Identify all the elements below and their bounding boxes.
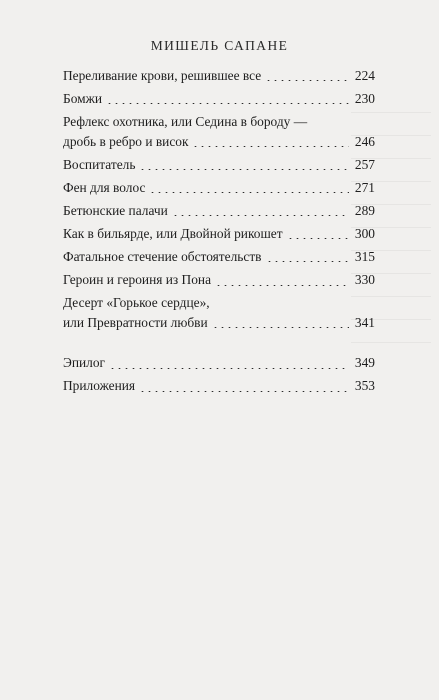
toc-title: Приложения bbox=[63, 378, 136, 394]
toc-title: Героин и героиня из Пона bbox=[63, 272, 212, 288]
toc-title-line1: Рефлекс охотника, или Седина в бороду — bbox=[63, 114, 308, 130]
toc-page-number: 300 bbox=[354, 226, 375, 242]
dot-leader bbox=[109, 368, 349, 369]
toc-entry bbox=[63, 112, 375, 151]
toc-page-number: 271 bbox=[354, 179, 375, 195]
toc-title: Как в бильярде, или Двойной рикошет bbox=[63, 226, 283, 242]
toc-page-number: 315 bbox=[354, 249, 375, 265]
toc-page-number: 353 bbox=[354, 378, 375, 394]
dot-leader bbox=[287, 238, 349, 239]
toc-entry bbox=[63, 66, 375, 86]
dot-leader bbox=[212, 327, 349, 328]
toc-page-number: 289 bbox=[354, 202, 375, 218]
dot-leader bbox=[172, 215, 349, 216]
toc-title: дробь в ребро и висок bbox=[63, 133, 189, 149]
toc-entry bbox=[63, 178, 375, 198]
dot-leader bbox=[139, 391, 349, 392]
toc-main-group bbox=[63, 66, 375, 332]
dot-leader bbox=[265, 80, 349, 81]
dot-leader bbox=[139, 169, 349, 170]
toc-title: Фен для волос bbox=[63, 179, 146, 195]
toc-title: Эпилог bbox=[63, 355, 106, 371]
toc-entry bbox=[63, 353, 375, 373]
toc-title: Фатальное стечение обстоятельств bbox=[63, 249, 262, 265]
toc-page-number: 330 bbox=[354, 272, 375, 288]
toc-page-number: 341 bbox=[354, 314, 375, 330]
toc-entry bbox=[63, 201, 375, 221]
toc-page-number: 257 bbox=[354, 156, 375, 172]
toc-back-matter-group bbox=[63, 353, 375, 396]
toc-title: или Превратности любви bbox=[63, 314, 208, 330]
toc-entry bbox=[63, 155, 375, 175]
running-head: МИШЕЛЬ САПАНЕ bbox=[150, 38, 289, 53]
toc-title: Бетюнские палачи bbox=[63, 202, 168, 218]
toc-page-number: 349 bbox=[354, 355, 375, 371]
dot-leader bbox=[215, 285, 349, 286]
toc-title: Переливание крови, решившее все bbox=[63, 68, 262, 83]
dot-leader bbox=[192, 146, 349, 147]
toc-page-number: 230 bbox=[354, 91, 375, 107]
toc-title: Воспитатель bbox=[63, 156, 136, 172]
toc-entry bbox=[63, 89, 375, 109]
dot-leader bbox=[106, 103, 349, 104]
toc-entry bbox=[63, 293, 375, 332]
toc-page-number: 246 bbox=[354, 133, 375, 149]
toc-title-line1: Десерт «Горькое сердце», bbox=[63, 295, 210, 311]
toc-entry bbox=[63, 224, 375, 244]
dot-leader bbox=[266, 261, 350, 262]
table-of-contents bbox=[63, 66, 375, 400]
toc-entry bbox=[63, 270, 375, 290]
toc-entry bbox=[63, 376, 375, 396]
toc-entry bbox=[63, 247, 375, 267]
dot-leader bbox=[149, 192, 349, 193]
toc-title: Бомжи bbox=[63, 91, 103, 107]
toc-page-number: 224 bbox=[354, 68, 375, 83]
